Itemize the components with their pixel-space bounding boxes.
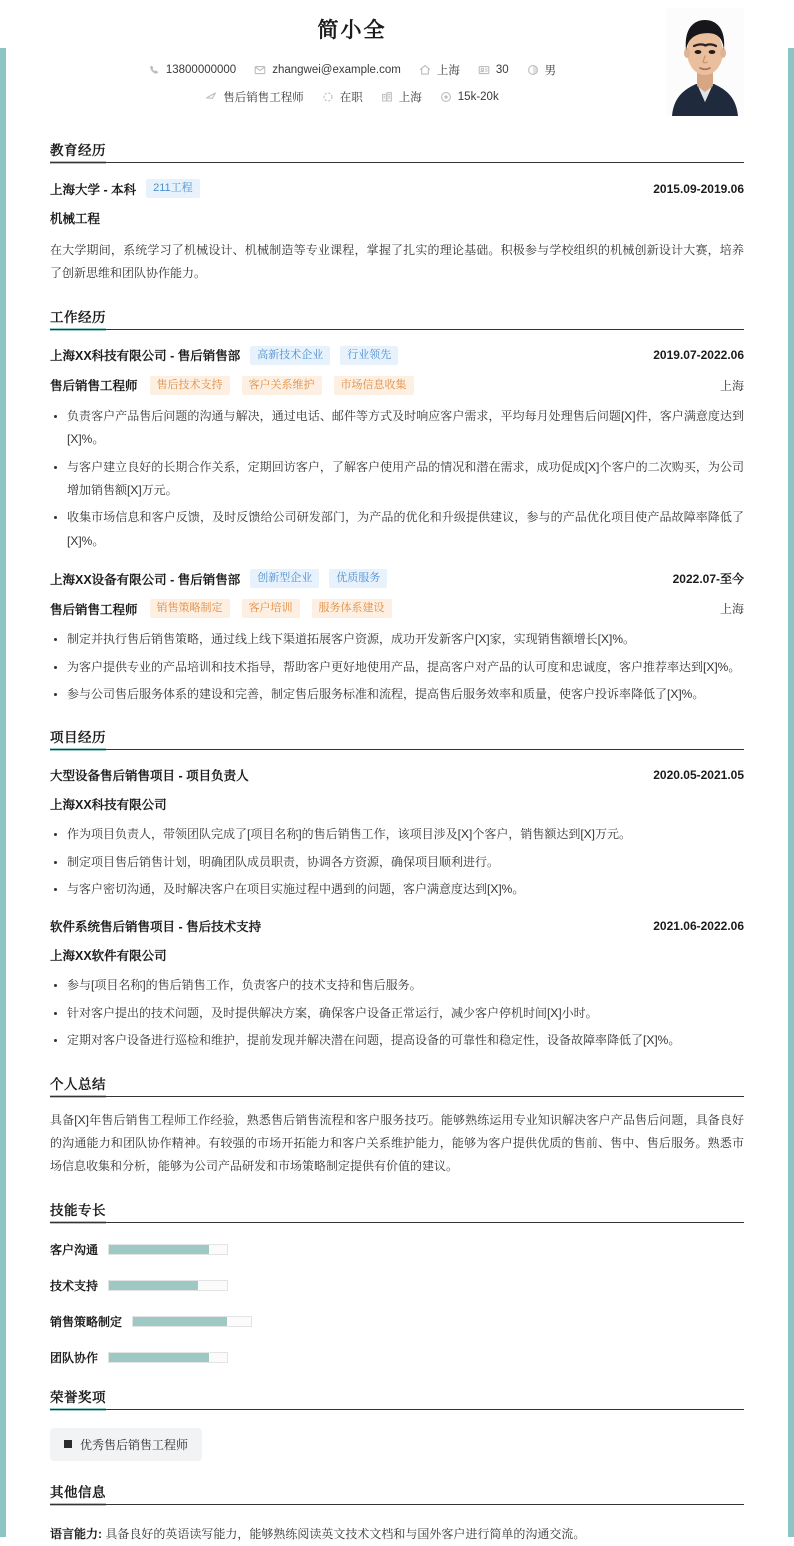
section-title: 荣誉奖项 [50,1386,106,1411]
tag-chip: 优质服务 [329,569,387,588]
bullet-list [50,974,744,1052]
tag-chip: 高新技术企业 [250,346,330,365]
work-entry [50,569,744,706]
contact-value: 售后销售工程师 [223,92,304,104]
entry-date: 2021.06-2022.06 [653,919,744,934]
tag-chip: 售后技术支持 [150,376,230,395]
contact-value: 15k-20k [457,91,499,103]
section-title: 教育经历 [50,139,106,164]
bullet-item: 为客户提供专业的产品培训和技术指导，帮助客户更好地使用产品，提高客户对产品的认可度和忠诚度，客户推荐率达到[X]%。 [50,656,744,679]
honor-item [50,1428,202,1461]
project-company: 上海XX科技有限公司 [50,798,167,813]
project-name: 大型设备售后销售项目 - 项目负责人 [50,769,249,784]
section-other [50,1481,744,1546]
bullet-item: 制定项目售后销售计划，明确团队成员职责，协调各方资源，确保项目顺利进行。 [50,851,744,874]
skill-track [108,1280,228,1291]
section-header-work [50,306,744,330]
project-entry [50,917,744,1052]
tag-chip: 客户培训 [242,599,300,618]
tag-chip: 服务体系建设 [312,599,392,618]
major-name: 机械工程 [50,212,101,226]
entry-description: 在大学期间，系统学习了机械设计、机械制造等专业课程，掌握了扎实的理论基础。积极参与学校组织的机械创新设计大赛，培养了创新思维和团队协作能力。 [50,243,744,281]
project-entry [50,766,744,901]
section-header-skills [50,1199,744,1223]
contact-row-secondary [50,89,744,105]
section-header-project [50,726,744,750]
school-name: 上海大学 - 本科 [50,182,137,197]
resume-header [50,0,744,119]
skill-label: 销售策略制定 [50,1314,123,1329]
section-summary [50,1073,744,1179]
tag-chip: 行业领先 [340,346,398,365]
section-rule [50,1504,744,1505]
entry-date: 2020.05-2021.05 [653,768,744,783]
section-honors [50,1386,744,1461]
contact-item [527,62,557,78]
skill-list [50,1241,744,1366]
bullet-item: 制定并执行售后销售策略，通过线上线下渠道拓展客户资源，成功开发新客户[X]家，实现销售额增长[X]%。 [50,628,744,651]
gender-icon [527,64,539,76]
summary-text: 具备[X]年售后销售工程师工作经验，熟悉售后销售流程和客户服务技巧。能够熟练运用专业知识解决客户产品售后问题，具备良好的沟通能力和团队协作精神。有较强的市场开拓能力和客户关系维护能力，能够为客户提供优质的售前、售中、售后服务。熟悉市场信息收集和分析，能够为公司产品研发和市场策略制定提供有价值的建议。 [50,1112,744,1174]
contact-row-primary [50,62,744,78]
other-item-text: 具备良好的英语读写能力，能够熟练阅读英文技术文档和与国外客户进行简单的沟通交流。 [102,1526,586,1541]
entry-date: 2022.07-至今 [672,572,744,587]
skill-fill [109,1353,209,1362]
skill-track [108,1352,228,1363]
tag-chip: 销售策略制定 [150,599,230,618]
contact-value: 30 [495,64,509,76]
skill-label: 技术支持 [50,1278,99,1293]
skill-fill [133,1317,227,1326]
contact-item [254,64,401,76]
bullet-list [50,823,744,901]
entry-subheader [50,599,744,618]
section-rule [50,1409,744,1410]
contact-item [205,89,304,105]
bullet-item: 针对客户提出的技术问题，及时提供解决方案，确保客户设备正常运行，减少客户停机时间[X]小时。 [50,1002,744,1025]
section-header-education [50,139,744,163]
entry-subheader-left [50,599,392,618]
bullet-item: 参与公司售后服务体系的建设和完善，制定售后服务标准和流程，提高售后服务效率和质量，使客户投诉率降低了[X]%。 [50,683,744,706]
project-entries [50,766,744,1052]
section-header-honors [50,1386,744,1410]
city-icon [381,91,393,103]
contact-item [148,64,236,76]
bullet-item: 与客户建立良好的长期合作关系，定期回访客户，了解客户使用产品的情况和潜在需求，成功促成[X]个客户的二次购买，为公司增加销售额[X]万元。 [50,456,744,503]
bullet-item: 参与[项目名称]的售后销售工作，负责客户的技术支持和售后服务。 [50,974,744,997]
entry-subheader [50,376,744,395]
bullet-list [50,628,744,706]
entry-header-left [50,179,200,198]
contact-value: 上海 [398,92,422,104]
skill-label: 团队协作 [50,1350,99,1365]
skill-label: 客户沟通 [50,1242,99,1257]
work-location: 上海 [719,378,744,393]
project-company: 上海XX软件有限公司 [50,949,167,964]
section-work [50,306,744,707]
entry-date: 2015.09-2019.06 [653,181,744,196]
skill-row [50,1349,744,1366]
status-icon [322,91,334,103]
entry-header-left [50,917,261,935]
skill-fill [109,1245,209,1254]
tag-chip: 211工程 [146,179,200,198]
section-project [50,726,744,1052]
section-title: 技能专长 [50,1199,106,1224]
skill-fill [109,1281,198,1290]
id-card-icon [478,64,490,76]
contact-value: 男 [544,65,557,77]
work-entries [50,346,744,707]
honor-list [50,1428,744,1461]
section-rule [50,749,744,750]
mail-icon [254,64,266,76]
bullet-list [50,405,744,553]
section-header-other [50,1481,744,1505]
bullet-item: 收集市场信息和客户反馈，及时反馈给公司研发部门，为产品的优化和升级提供建议，参与的产品优化项目使产品故障率降低了[X]%。 [50,506,744,553]
education-entries [50,179,744,286]
section-title: 项目经历 [50,726,106,751]
bullet-item: 定期对客户设备进行巡检和维护，提前发现并解决潜在问题，提高设备的可靠性和稳定性，设备故障率降低了[X]%。 [50,1029,744,1052]
other-list [50,1523,744,1546]
page-title: 简小全 [317,19,387,42]
other-item [50,1523,744,1546]
avatar [666,8,744,116]
section-title: 其他信息 [50,1481,106,1506]
tag-chip: 客户关系维护 [242,376,322,395]
company-name: 上海XX设备有限公司 - 售后销售部 [50,572,241,587]
salary-icon [440,91,452,103]
entry-header [50,917,744,935]
skill-row [50,1313,744,1330]
tag-chip: 市场信息收集 [334,376,414,395]
section-education [50,139,744,286]
contact-item [381,89,422,105]
company-name: 上海XX科技有限公司 - 售后销售部 [50,349,241,364]
home-icon [419,64,431,76]
section-rule [50,1222,744,1223]
contact-item [322,89,363,105]
job-title: 售后销售工程师 [50,602,138,617]
bullet-item: 作为项目负责人，带领团队完成了[项目名称]的售后销售工作，该项目涉及[X]个客户，销售额达到[X]万元。 [50,823,744,846]
honor-label: 优秀售后销售工程师 [80,1437,189,1452]
target-icon [205,91,217,103]
entry-header-left [50,766,249,784]
entry-header [50,766,744,784]
contact-value: zhangwei@example.com [272,64,401,76]
award-square-icon [64,1440,72,1448]
skill-row [50,1277,744,1294]
project-name: 软件系统售后销售项目 - 售后技术支持 [50,920,262,935]
bullet-item: 与客户密切沟通，及时解决客户在项目实施过程中遇到的问题，客户满意度达到[X]%。 [50,878,744,901]
contact-item [419,62,460,78]
section-title: 工作经历 [50,306,106,331]
entry-header-left [50,569,387,588]
contact-value: 在职 [339,92,363,104]
bullet-item: 负责客户产品售后问题的沟通与解决，通过电话、邮件等方式及时响应客户需求，平均每月处理售后问题[X]件，客户满意度达到[X]%。 [50,405,744,452]
entry-date: 2019.07-2022.06 [653,348,744,363]
skill-track [108,1244,228,1255]
contact-item [478,64,509,76]
other-item-label: 语言能力: [50,1526,102,1541]
tag-chip: 创新型企业 [250,569,319,588]
work-location: 上海 [719,602,744,617]
phone-icon [148,64,160,76]
contact-item [440,91,499,103]
section-rule [50,1096,744,1097]
work-entry [50,346,744,553]
entry-header-left [50,346,398,365]
section-rule [50,162,744,163]
contact-value: 上海 [436,65,460,77]
entry-header [50,179,744,198]
skill-track [132,1316,252,1327]
section-header-summary [50,1073,744,1097]
skill-row [50,1241,744,1258]
section-rule [50,329,744,330]
entry-header [50,346,744,365]
contact-value: 13800000000 [165,64,237,76]
entry-header [50,569,744,588]
section-title: 个人总结 [50,1073,106,1098]
job-title: 售后销售工程师 [50,379,138,394]
section-skills [50,1199,744,1366]
education-entry [50,179,744,286]
entry-subheader-left [50,376,414,395]
